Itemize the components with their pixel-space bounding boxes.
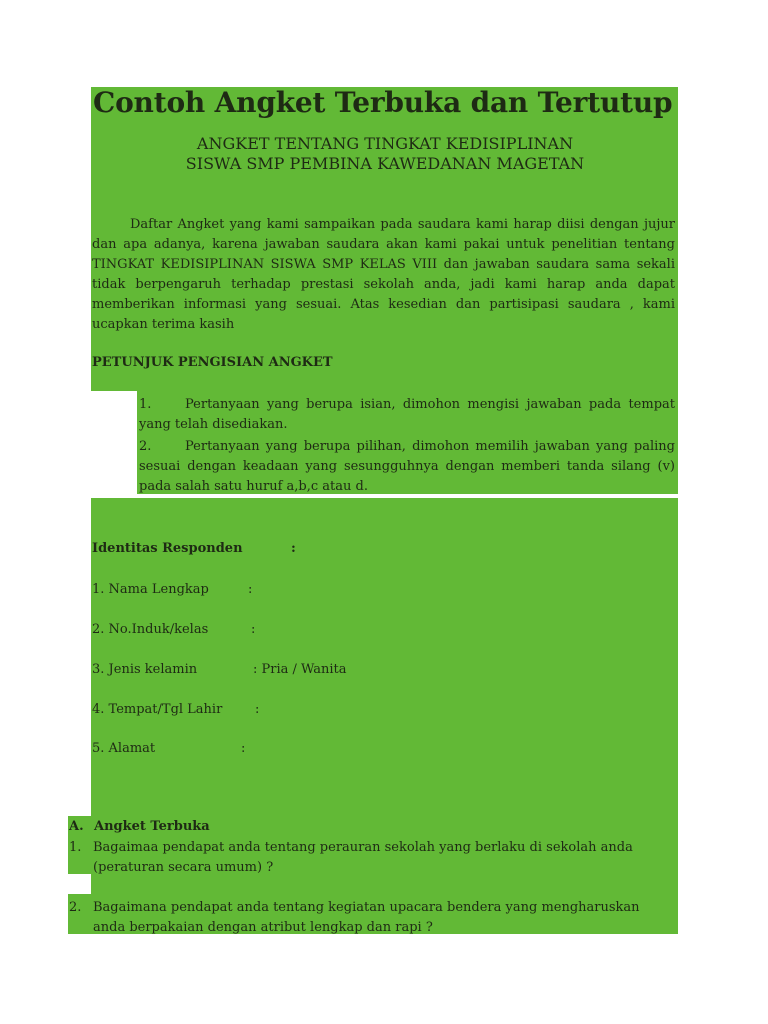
section-a-title: Angket Terbuka [94, 819, 210, 834]
instruction-number: 1. [139, 397, 152, 412]
intro-paragraph [92, 215, 675, 335]
question-number: 2. [69, 900, 82, 915]
open-question-2 [69, 898, 675, 938]
instructions-heading: PETUNJUK PENGISIAN ANGKET [92, 355, 333, 370]
field-value[interactable]: : [255, 702, 260, 717]
page-title: Contoh Angket Terbuka dan Tertutup [93, 86, 673, 119]
section-a-marker: A. [69, 819, 84, 834]
field-value[interactable]: : [248, 582, 253, 597]
question-number: 1. [69, 840, 82, 855]
identity-field-name [92, 580, 252, 600]
identity-field-gender [92, 660, 347, 680]
subtitle-line-2: SISWA SMP PEMBINA KAWEDANAN MAGETAN [185, 154, 585, 173]
instruction-item-2 [139, 437, 675, 497]
question-text: Bagaimana pendapat anda tentang kegiatan upacara bendera yang mengharuskan anda berpakaian dengan atribut lengkap dan rapi ? [93, 900, 640, 935]
field-value[interactable]: : Pria / Wanita [253, 662, 347, 677]
field-label: 5. Alamat [92, 741, 156, 756]
section-a-heading [69, 819, 210, 834]
instruction-text: Pertanyaan yang berupa isian, dimohon mengisi jawaban pada tempat yang telah disediakan. [139, 397, 675, 432]
field-value[interactable]: : [251, 622, 256, 637]
open-question-1 [69, 838, 675, 878]
instruction-number: 2. [139, 439, 152, 454]
field-label: 1. Nama Lengkap [92, 582, 209, 597]
field-label: 4. Tempat/Tgl Lahir [92, 702, 223, 717]
question-text: Bagaimaa pendapat anda tentang perauran sekolah yang berlaku di sekolah anda (peraturan secara umum) ? [93, 840, 633, 875]
identity-field-birth [92, 700, 259, 720]
subtitle-line-1: ANGKET TENTANG TINGKAT KEDISIPLINAN [196, 134, 574, 153]
instruction-text: Pertanyaan yang berupa pilihan, dimohon memilih jawaban yang paling sesuai dengan keadaan yang sesungguhnya dengan memberi tanda silang (v) pada salah satu huruf a,b,c atau d. [139, 439, 675, 494]
field-label: 2. No.Induk/kelas [92, 622, 209, 637]
identity-heading-colon: : [291, 541, 296, 556]
identity-field-address [92, 739, 245, 759]
intro-text: Daftar Angket yang kami sampaikan pada saudara kami harap diisi dengan jujur dan apa adanya, karena jawaban saudara akan kami pakai untuk penelitian tentang TINGKAT KEDISIPLINAN SISWA SMP KELAS VIII dan jawaban saudara sama sekali tidak berpengaruh terhadap prestasi sekolah anda, jadi kami harap anda dapat memberikan informasi yang sesuai. Atas kesedian dan partisipasi saudara , kami ucapkan terima kasih [92, 217, 675, 332]
field-value[interactable]: : [241, 741, 246, 756]
instruction-item-1 [139, 395, 675, 435]
identity-heading [92, 541, 296, 556]
identity-field-student-id [92, 620, 255, 640]
identity-heading-label: Identitas Responden [92, 541, 243, 556]
field-label: 3. Jenis kelamin [92, 662, 198, 677]
